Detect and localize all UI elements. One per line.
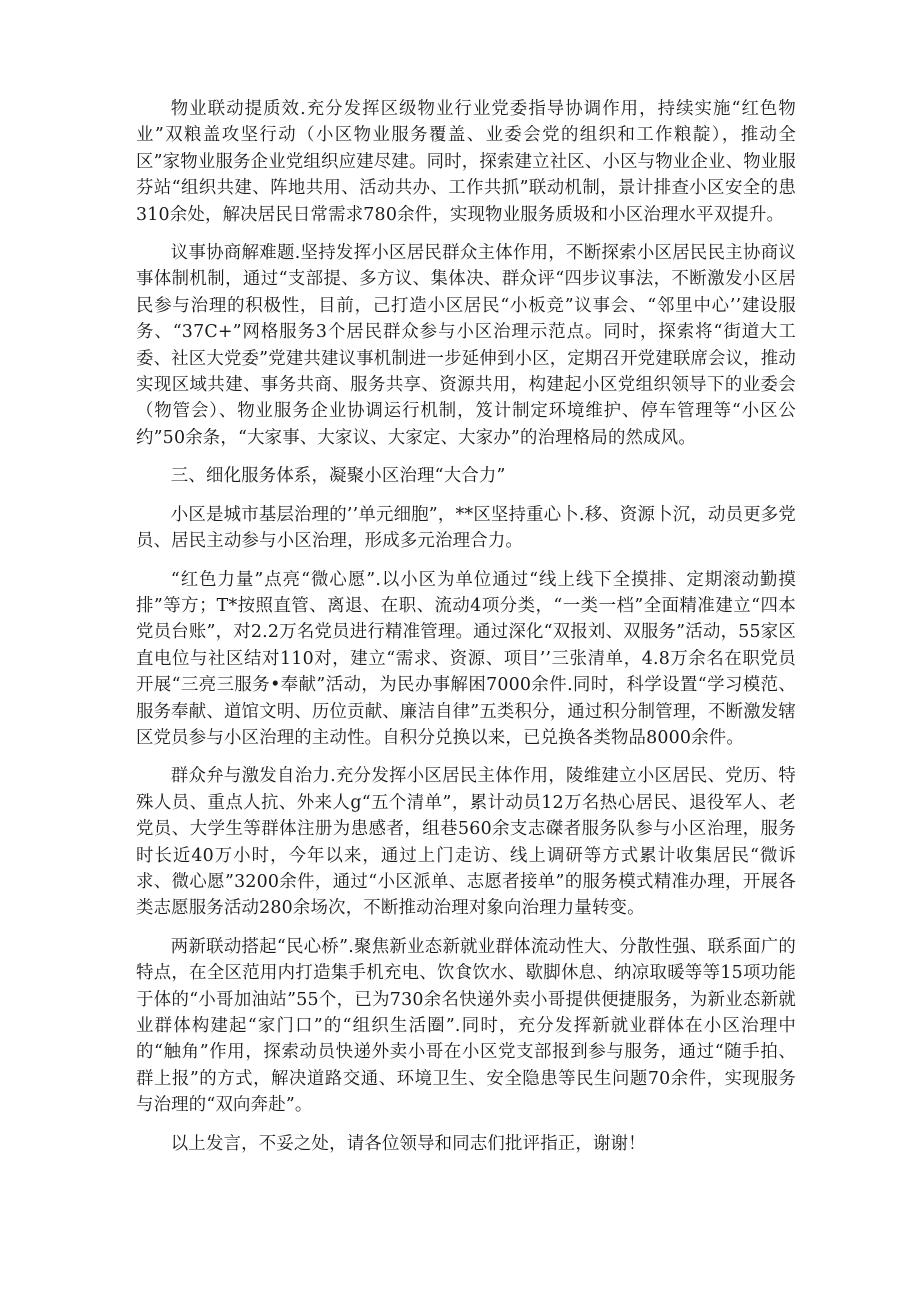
paragraph-red-power: “红色力量”点亮“微心愿”.以小区为单位通过“线上线下全摸排、定期滚动勤摸排”等方；T*按照直管、离退、在职、流动4项分类，“一类一档”全面精准建立“四本党员台账”，对2.2万名党员进行精准管理。通过深化“双报刘、双服务”活动，55家区直电位与社区结对110对，建立“需求、资源、项目’’三张清单，4.8万余名在职党员开展“三亮三服务•奉献”活动，为民办事解困7000余件.同时，科学设置“学习模范、服务奉献、道馆文明、历位贡献、廉洁自律”五类积分，通过积分制管理，不断激发辖区党员参与小区治理的主动性。自积分兑换以来，已兑换各类物品8000余件。 xyxy=(136,569,796,748)
paragraph-self-governance: 群众弁与激发自治力.充分发挥小区居民主体作用，陵维建立小区居民、党历、特殊人员、重点人抗、外来人g“五个清单”，累计动员12万名热心居民、退役军人、老党员、大学生等群体注册为患感者，组巷560余支志磔者服务队参与小区治理，服务时长近40万小时，今年以来，通过上门走访、线上调研等方式累计收集居民“微诉求、微心愿”3200余件，通过“小区派单、志愿者接单”的服务模式精准办理，开展各类志愿服务活动280余场次，不断推动治理对象向治理力量转变。 xyxy=(136,766,796,919)
paragraph-new-linkage: 两新联动搭起“民心桥”.聚焦新业态新就业群体流动性大、分散性强、联系面广的特点，在全区范用内打造集手机充电、饮食饮水、歇脚休息、纳凉取暖等等15项功能于体的“小哥加油站”55个，已为730余名快递外卖小哥提供便捷服务，为新业态新就业群体构建起“家门口”的“组织生活圈”.同时，充分发挥新就业群体在小区治理中的“触角”作用，探索动员快递外卖小哥在小区党支部报到参与服务，通过“随手拍、群上报”的方式，解决道路交通、环境卫生、安全隐患等民生问题70余件，实现服务与治理的“双向奔赴”。 xyxy=(136,936,796,1116)
closing-remark: 以上发言，不妥之处，请各位领导和同志们批评指正，谢谢！ xyxy=(170,1133,646,1154)
section-heading: 三、细化服务体系，凝聚小区治理“大合力” xyxy=(170,466,506,487)
paragraph-property-linkage: 物业联动提质效.充分发挥区级物业行业党委指导协调作用，持续实施“红色物业”双粮盖攻坚行动（小区物业服务覆盖、业委会党的组织和工作粮靛），推动全区”家物业服务企业党组织应建尽建。同时，探索建立社区、小区与物业企业、物业服芬站“组织共建、阵地共用、活动共办、工作共抓”联动机制，景计排查小区安全的患310余处，解决居民日常需求780余件，实现物业服务质圾和小区治理水平双提升。 xyxy=(136,99,796,225)
document-page xyxy=(136,96,796,1169)
paragraph-community-cell: 小区是城市基层治理的’’单元细胞”，**区坚持重心卜.移、资源卜沉，动员更多党员、居民主动参与小区治理，形成多元治理合力。 xyxy=(136,504,796,552)
paragraph-consultation: 议事协商解难题.坚持发挥小区居民群众主体作用，不断探索小区居民民主协商议事体制机制，通过“支部提、多方议、集体决、群众评“四步议事法，不断激发小区居民参与治理的积极性，目前，己打造小区居民“小板竞”议事会、“邻里中心’’建设服务、“37C+”网格服务3个居民群众参与小区治理示范点。同时，探索将“街道大工委、社区大党委”党建共建议事机制进一步延伸到小区，定期召开党建联席会议，推动实现区域共建、事务共商、服务共享、资源共用，构建起小区党组织领导下的业委会（物管会）、物业服务企业协调运行机制，笈计制定环境维护、停车管理等“小区公约”50余条，“大家事、大家议、大家定、大家办”的治理格局的然成风。 xyxy=(136,243,796,448)
